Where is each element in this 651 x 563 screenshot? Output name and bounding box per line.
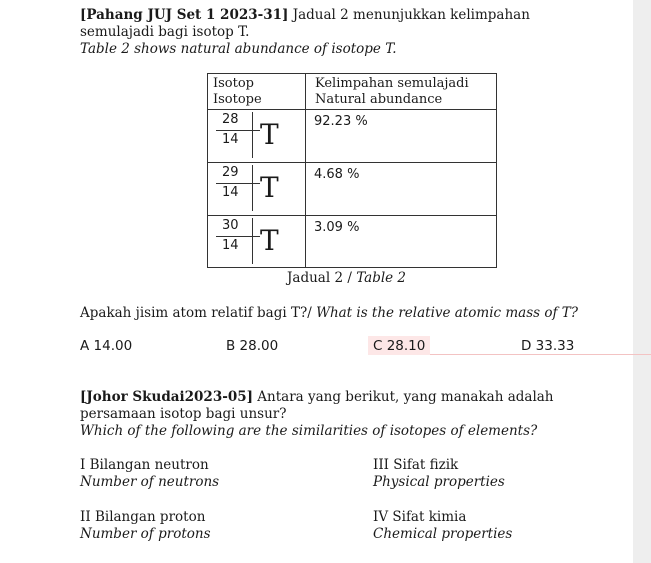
item-i-malay: I Bilangan neutron bbox=[80, 457, 209, 473]
q1-line1 bbox=[80, 7, 530, 24]
item-iii-malay: III Sifat fizik bbox=[373, 457, 459, 473]
proton-number: 14 bbox=[222, 132, 239, 147]
table-header-divider bbox=[208, 109, 496, 110]
q1-line1-text: Jadual 2 menunjukkan kelimpahan bbox=[288, 7, 530, 23]
proton-number: 14 bbox=[222, 185, 239, 200]
item-iii-english: Physical properties bbox=[373, 474, 505, 490]
header-abundance-malay: Kelimpahan semulajadi bbox=[315, 76, 469, 91]
isotope-symbol: T bbox=[260, 118, 279, 151]
table-column-divider bbox=[305, 74, 306, 267]
option-a[interactable]: A 14.00 bbox=[80, 338, 133, 354]
isotope-symbol: T bbox=[260, 224, 279, 257]
table-row-divider bbox=[208, 162, 496, 163]
abundance-table bbox=[207, 73, 497, 268]
mass-number: 28 bbox=[222, 112, 239, 127]
q1-question-english: What is the relative atomic mass of T? bbox=[316, 305, 579, 321]
abundance-value: 3.09 % bbox=[314, 220, 360, 235]
mass-number: 29 bbox=[222, 165, 239, 180]
header-isotop: Isotop bbox=[213, 76, 255, 91]
proton-number: 14 bbox=[222, 238, 239, 253]
q2-source: [Johor Skudai2023-05] bbox=[80, 389, 253, 405]
option-b[interactable]: B 28.00 bbox=[226, 338, 279, 354]
table-caption bbox=[287, 270, 406, 287]
caption-english: Table 2 bbox=[356, 270, 407, 286]
abundance-value: 4.68 % bbox=[314, 167, 360, 182]
option-c[interactable]: C 28.10 bbox=[373, 338, 426, 354]
item-ii-english: Number of protons bbox=[80, 526, 211, 542]
isotope-notation-29 bbox=[214, 165, 260, 211]
q1-question bbox=[80, 305, 578, 322]
q1-line3: Table 2 shows natural abundance of isotope T. bbox=[80, 41, 397, 57]
q2-line1-text: Antara yang berikut, yang manakah adalah bbox=[253, 389, 554, 405]
page-margin-strip bbox=[633, 0, 651, 563]
mass-number: 30 bbox=[222, 218, 239, 233]
isotope-notation-28 bbox=[214, 112, 260, 158]
q2-line2: persamaan isotop bagi unsur? bbox=[80, 406, 287, 422]
q2-line1 bbox=[80, 389, 554, 406]
abundance-value: 92.23 % bbox=[314, 114, 368, 129]
caption-malay: Jadual 2 / bbox=[287, 270, 357, 286]
isotope-notation-30 bbox=[214, 218, 260, 264]
option-d[interactable]: D 33.33 bbox=[521, 338, 575, 354]
isotope-symbol: T bbox=[260, 171, 279, 204]
item-ii-malay: II Bilangan proton bbox=[80, 509, 206, 525]
item-i-english: Number of neutrons bbox=[80, 474, 220, 490]
q2-line3: Which of the following are the similarities of isotopes of elements? bbox=[80, 423, 538, 439]
header-isotope: Isotope bbox=[213, 92, 262, 107]
header-abundance-english: Natural abundance bbox=[315, 92, 443, 107]
highlight-rule bbox=[430, 354, 651, 355]
q1-source: [Pahang JUJ Set 1 2023-31] bbox=[80, 7, 289, 23]
q1-question-malay: Apakah jisim atom relatif bagi T?/ bbox=[80, 305, 317, 321]
item-iv-english: Chemical properties bbox=[373, 526, 513, 542]
q1-line2: semulajadi bagi isotop T. bbox=[80, 24, 250, 40]
table-row-divider bbox=[208, 215, 496, 216]
item-iv-malay: IV Sifat kimia bbox=[373, 509, 467, 525]
